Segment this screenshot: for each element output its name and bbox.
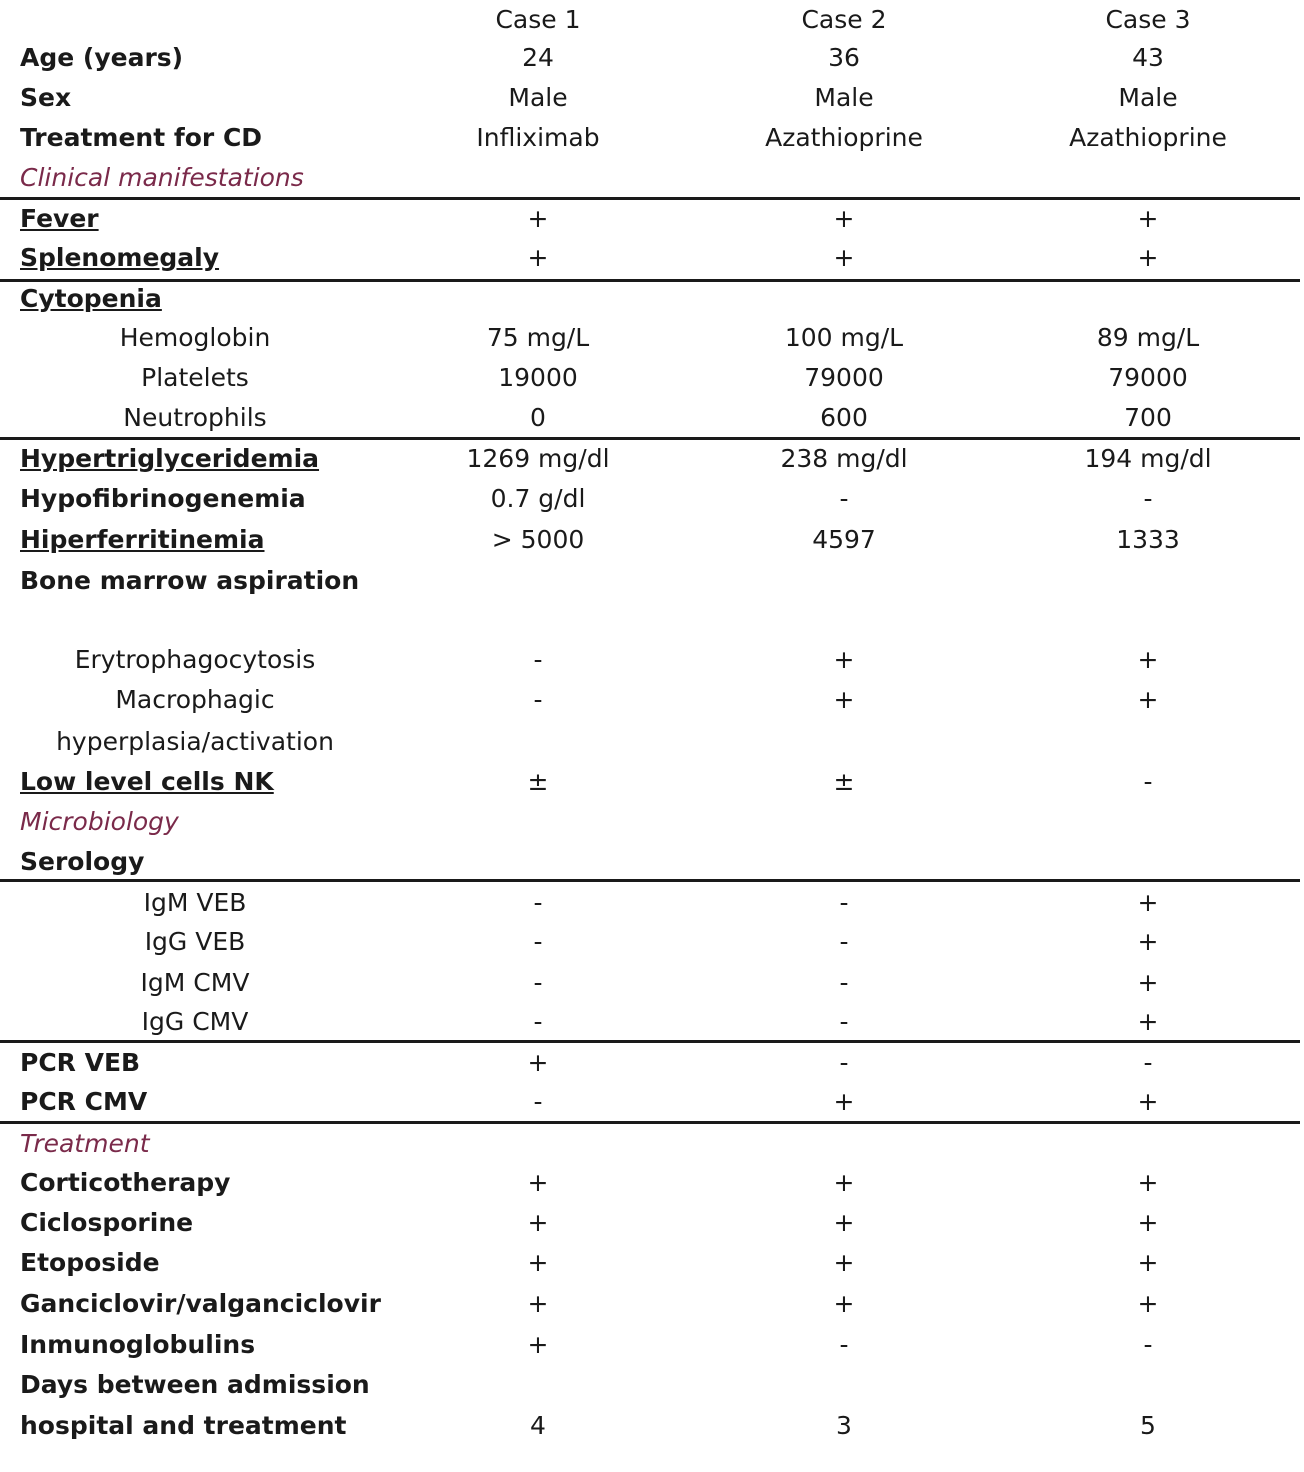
case-3-value: + (1137, 243, 1159, 272)
table-row (0, 963, 1304, 1003)
row-label: Microbiology (20, 807, 179, 836)
case-1-value: + (527, 1208, 549, 1237)
case-3-value (998, 842, 1298, 882)
case-3-value: - (1143, 1048, 1153, 1077)
case-1-value (388, 802, 688, 842)
row-label: hospital and treatment (20, 1411, 347, 1440)
table-row (0, 922, 1304, 962)
case-2-value: + (833, 1168, 855, 1197)
case-2-value (694, 1365, 994, 1405)
case-2-value: 4597 (812, 525, 876, 554)
case-3-value: + (1137, 1168, 1159, 1197)
rule-after-clinical-manifestations (0, 197, 1300, 200)
case-1-value (388, 1124, 688, 1164)
row-label: PCR CMV (20, 1087, 148, 1116)
row-label: Hemoglobin (119, 323, 271, 352)
case-2-value (694, 279, 994, 319)
case-1-value: - (533, 888, 543, 917)
case-3-value: 5 (1140, 1411, 1156, 1440)
case-2-value: 36 (828, 43, 860, 72)
table-row (0, 762, 1304, 802)
table-row (0, 1243, 1304, 1283)
case-2-value: + (833, 685, 855, 714)
case-3-value: + (1137, 1208, 1159, 1237)
rule-after-pcr-cmv (0, 1121, 1300, 1124)
case-3-value (998, 802, 1298, 842)
row-label: Low level cells NK (20, 767, 274, 796)
row-label: Hypofibrinogenemia (20, 484, 306, 513)
case-3-value: + (1137, 204, 1159, 233)
row-label: PCR VEB (20, 1048, 141, 1077)
rule-after-neutrophils (0, 437, 1300, 440)
table-row (0, 520, 1304, 560)
case-3-value: + (1137, 685, 1159, 714)
table-row (0, 1124, 1304, 1164)
case-2-value: - (839, 1330, 849, 1359)
case-1-value (388, 842, 688, 882)
row-label: Etoposide (20, 1248, 160, 1277)
table-row (0, 842, 1304, 882)
table-row (0, 1365, 1304, 1405)
case-1-value: + (527, 1289, 549, 1318)
case-1-value: 4 (530, 1411, 546, 1440)
case-2-value: - (839, 927, 849, 956)
row-label: Bone marrow aspiration (20, 566, 360, 595)
table-row (0, 318, 1304, 358)
case-1-value: + (527, 243, 549, 272)
case-3-value (998, 561, 1298, 601)
case-1-value: 0.7 g/dl (490, 484, 586, 513)
case-3-value: Azathioprine (1069, 123, 1227, 152)
table-row (0, 640, 1304, 680)
row-label: IgM VEB (143, 888, 247, 917)
case-1-value (388, 158, 688, 198)
table-row (0, 118, 1304, 158)
case-1-value: 24 (522, 43, 554, 72)
case-1-value: ± (527, 767, 549, 796)
case-2-value: Azathioprine (765, 123, 923, 152)
case-1-value: 0 (530, 403, 546, 432)
row-label: Splenomegaly (20, 243, 220, 272)
row-label: Age (years) (20, 43, 184, 72)
header-row (0, 0, 1304, 40)
row-label: Fever (20, 204, 99, 233)
rule-after-splenomegaly (0, 279, 1300, 282)
row-label: IgG CMV (141, 1007, 249, 1036)
table-row (0, 561, 1304, 601)
case-2-value: - (839, 484, 849, 513)
row-label: Cytopenia (20, 284, 162, 313)
table-row (0, 1043, 1304, 1083)
row-label: Platelets (141, 363, 249, 392)
case-3-value (998, 1365, 1298, 1405)
table-row (0, 1203, 1304, 1243)
case-3-value: 700 (1124, 403, 1172, 432)
case-2-value: ± (833, 767, 855, 796)
case-3-value: 89 mg/L (1096, 323, 1200, 352)
rule-after-serology (0, 879, 1300, 882)
case-2-value: 600 (820, 403, 868, 432)
case-3-value (998, 158, 1298, 198)
table-row (0, 358, 1304, 398)
case-2-value: - (839, 1007, 849, 1036)
row-label: Treatment for CD (20, 123, 263, 152)
case-2-value: 79000 (804, 363, 884, 392)
table-row (0, 199, 1304, 239)
table-row (0, 38, 1304, 78)
row-label: Days between admission (20, 1370, 370, 1399)
case-2-value: 100 mg/L (784, 323, 904, 352)
row-label: hyperplasia/activation (56, 727, 334, 756)
case-3-value: - (1143, 484, 1153, 513)
case-2-value (694, 802, 994, 842)
case-1-value: Male (508, 83, 568, 112)
case-1-value (388, 561, 688, 601)
table-row (0, 398, 1304, 438)
case-3-value: 194 mg/dl (1084, 444, 1212, 473)
case-1-value: + (527, 1048, 549, 1077)
case-1-value: 75 mg/L (486, 323, 590, 352)
case-1-value (388, 1365, 688, 1405)
case-3-value: + (1137, 1289, 1159, 1318)
case-1-value: + (527, 1168, 549, 1197)
case-1-value: > 5000 (491, 525, 585, 554)
case-1-value: + (527, 1330, 549, 1359)
case-1-value: 1269 mg/dl (466, 444, 610, 473)
case-2-value: Male (814, 83, 874, 112)
case-3-value: + (1137, 1007, 1159, 1036)
table-row (0, 78, 1304, 118)
row-label: Treatment (20, 1129, 150, 1158)
case-3-value: 43 (1132, 43, 1164, 72)
table-row (0, 1406, 1304, 1446)
case-3-value: Male (1118, 83, 1178, 112)
case-1-value: - (533, 685, 543, 714)
case-1-value: - (533, 927, 543, 956)
case-2-value: - (839, 888, 849, 917)
case-3-value (998, 1124, 1298, 1164)
row-label: Ciclosporine (20, 1208, 194, 1237)
table-row (0, 439, 1304, 479)
case-1-value: + (527, 204, 549, 233)
case-2-value (694, 1124, 994, 1164)
case-2-value: + (833, 645, 855, 674)
header-case-1: Case 1 (495, 5, 581, 34)
row-label: Sex (20, 83, 72, 112)
table-row (0, 1002, 1304, 1042)
row-label: IgG VEB (144, 927, 246, 956)
case-1-value (388, 279, 688, 319)
case-2-value: 3 (836, 1411, 852, 1440)
row-label: Macrophagic (115, 685, 275, 714)
case-2-value: + (833, 1289, 855, 1318)
case-3-value (998, 279, 1298, 319)
case-3-value: + (1137, 645, 1159, 674)
case-1-value: - (533, 1087, 543, 1116)
row-label: Hypertriglyceridemia (20, 444, 320, 473)
table-row (0, 238, 1304, 278)
table-row (0, 680, 1304, 720)
rule-after-igg-cmv (0, 1040, 1300, 1043)
case-1-value: 19000 (498, 363, 578, 392)
table-row (0, 722, 1304, 762)
row-label: Corticotherapy (20, 1168, 231, 1197)
case-2-value: - (839, 968, 849, 997)
case-3-value: + (1137, 968, 1159, 997)
case-2-value: 238 mg/dl (780, 444, 908, 473)
case-1-value: - (533, 645, 543, 674)
table-row (0, 279, 1304, 319)
case-3-value: + (1137, 1087, 1159, 1116)
case-3-value: - (1143, 1330, 1153, 1359)
table-row (0, 479, 1304, 519)
table-row (0, 1325, 1304, 1365)
case-1-value: + (527, 1248, 549, 1277)
case-1-value: Infliximab (476, 123, 600, 152)
table-row (0, 158, 1304, 198)
case-3-value: + (1137, 927, 1159, 956)
case-2-value (694, 842, 994, 882)
row-label: Ganciclovir/valganciclovir (20, 1289, 381, 1318)
case-2-value (694, 158, 994, 198)
row-label: Inmunoglobulins (20, 1330, 256, 1359)
table-row (0, 1082, 1304, 1122)
header-case-2: Case 2 (801, 5, 887, 34)
case-2-value (694, 561, 994, 601)
table-row (0, 1163, 1304, 1203)
case-1-value: - (533, 968, 543, 997)
table-row (0, 802, 1304, 842)
header-case-3: Case 3 (1105, 5, 1191, 34)
case-2-value: + (833, 1248, 855, 1277)
case-3-value: + (1137, 1248, 1159, 1277)
case-3-value: + (1137, 888, 1159, 917)
table-row (0, 883, 1304, 923)
case-2-value: + (833, 204, 855, 233)
table-row (0, 1284, 1304, 1324)
case-3-value: - (1143, 767, 1153, 796)
case-2-value: - (839, 1048, 849, 1077)
case-3-value (998, 722, 1298, 762)
case-3-value: 1333 (1116, 525, 1180, 554)
case-2-value: + (833, 1208, 855, 1237)
case-1-value (388, 722, 688, 762)
row-label: Erytrophagocytosis (74, 645, 316, 674)
case-2-value: + (833, 243, 855, 272)
case-2-value (694, 722, 994, 762)
row-label: Serology (20, 847, 145, 876)
row-label: Clinical manifestations (20, 163, 304, 192)
case-3-value: 79000 (1108, 363, 1188, 392)
row-label: IgM CMV (140, 968, 250, 997)
case-2-value: + (833, 1087, 855, 1116)
case-1-value: - (533, 1007, 543, 1036)
row-label: Neutrophils (123, 403, 267, 432)
row-label: Hiperferritinemia (20, 525, 265, 554)
